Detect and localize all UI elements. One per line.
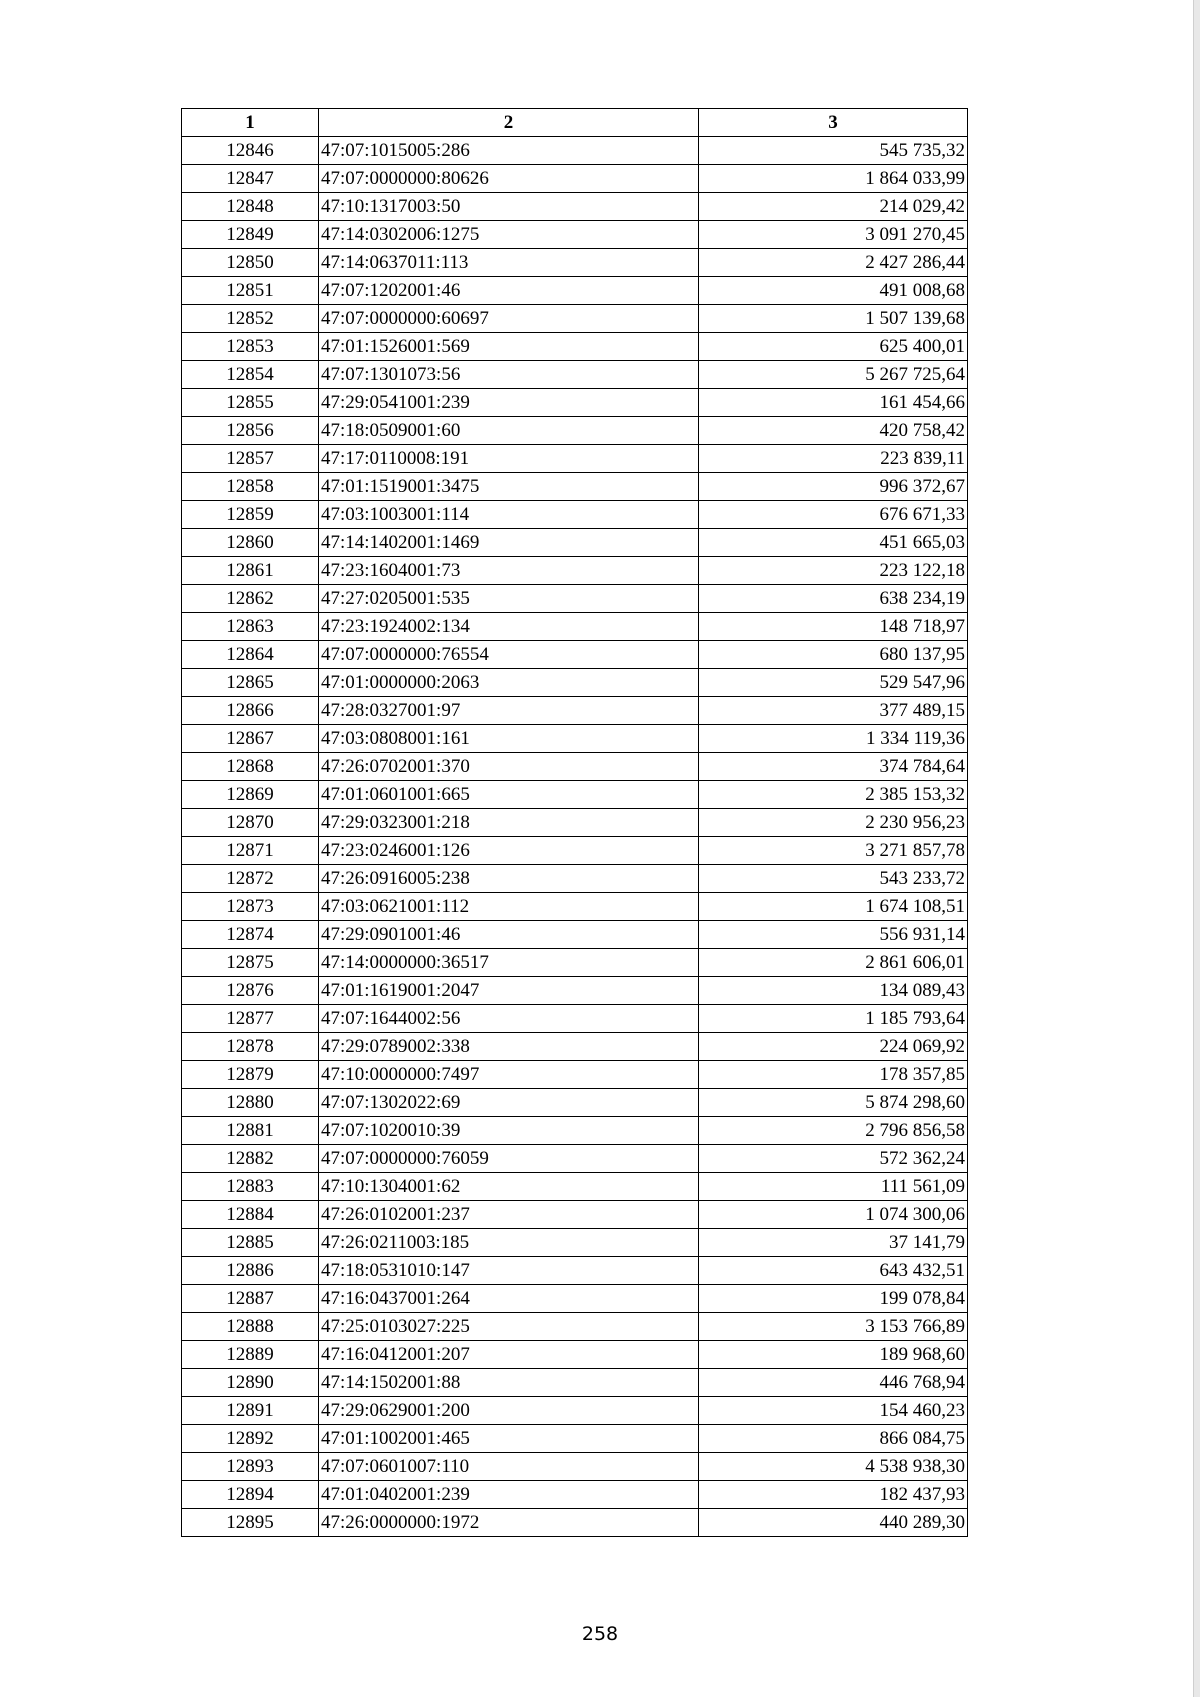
row-number-cell: 12863 (182, 613, 319, 641)
value-cell: 676 671,33 (699, 501, 968, 529)
cadastral-number-cell: 47:03:0621001:112 (319, 893, 699, 921)
table-row (182, 1509, 968, 1537)
cadastral-number-cell: 47:07:0000000:60697 (319, 305, 699, 333)
table-row (182, 501, 968, 529)
cadastral-number-cell: 47:16:0412001:207 (319, 1341, 699, 1369)
value-cell: 680 137,95 (699, 641, 968, 669)
cadastral-number-cell: 47:01:1526001:569 (319, 333, 699, 361)
table-row (182, 1425, 968, 1453)
row-number-cell: 12855 (182, 389, 319, 417)
table-row (182, 1117, 968, 1145)
row-number-cell: 12848 (182, 193, 319, 221)
table-row (182, 277, 968, 305)
table-row (182, 445, 968, 473)
value-cell: 224 069,92 (699, 1033, 968, 1061)
table-row (182, 137, 968, 165)
value-cell: 543 233,72 (699, 865, 968, 893)
row-number-cell: 12873 (182, 893, 319, 921)
value-cell: 223 122,18 (699, 557, 968, 585)
table-row (182, 1285, 968, 1313)
cadastral-number-cell: 47:26:0702001:370 (319, 753, 699, 781)
value-cell: 529 547,96 (699, 669, 968, 697)
table-row (182, 1229, 968, 1257)
table-row (182, 557, 968, 585)
table-row (182, 977, 968, 1005)
value-cell: 377 489,15 (699, 697, 968, 725)
table-row (182, 641, 968, 669)
table-row (182, 1313, 968, 1341)
value-cell: 37 141,79 (699, 1229, 968, 1257)
value-cell: 1 674 108,51 (699, 893, 968, 921)
table-row (182, 473, 968, 501)
row-number-cell: 12859 (182, 501, 319, 529)
cadastral-number-cell: 47:03:1003001:114 (319, 501, 699, 529)
row-number-cell: 12878 (182, 1033, 319, 1061)
cadastral-number-cell: 47:26:0916005:238 (319, 865, 699, 893)
table-row (182, 865, 968, 893)
cadastral-number-cell: 47:23:1924002:134 (319, 613, 699, 641)
table-row (182, 613, 968, 641)
value-cell: 572 362,24 (699, 1145, 968, 1173)
row-number-cell: 12850 (182, 249, 319, 277)
table-row (182, 753, 968, 781)
table-row (182, 389, 968, 417)
row-number-cell: 12847 (182, 165, 319, 193)
cadastral-number-cell: 47:14:1502001:88 (319, 1369, 699, 1397)
cadastral-number-cell: 47:28:0327001:97 (319, 697, 699, 725)
row-number-cell: 12846 (182, 137, 319, 165)
table-row (182, 781, 968, 809)
table-row (182, 221, 968, 249)
row-number-cell: 12893 (182, 1453, 319, 1481)
row-number-cell: 12877 (182, 1005, 319, 1033)
value-cell: 1 074 300,06 (699, 1201, 968, 1229)
row-number-cell: 12880 (182, 1089, 319, 1117)
table-row (182, 1201, 968, 1229)
cadastral-number-cell: 47:18:0531010:147 (319, 1257, 699, 1285)
value-cell: 3 153 766,89 (699, 1313, 968, 1341)
value-cell: 199 078,84 (699, 1285, 968, 1313)
row-number-cell: 12885 (182, 1229, 319, 1257)
cadastral-number-cell: 47:10:0000000:7497 (319, 1061, 699, 1089)
row-number-cell: 12866 (182, 697, 319, 725)
value-cell: 1 507 139,68 (699, 305, 968, 333)
row-number-cell: 12869 (182, 781, 319, 809)
table-row (182, 529, 968, 557)
table-row (182, 1257, 968, 1285)
value-cell: 4 538 938,30 (699, 1453, 968, 1481)
table-row (182, 1005, 968, 1033)
cadastral-number-cell: 47:07:1202001:46 (319, 277, 699, 305)
cadastral-number-cell: 47:27:0205001:535 (319, 585, 699, 613)
row-number-cell: 12857 (182, 445, 319, 473)
table-row (182, 417, 968, 445)
table-row (182, 1033, 968, 1061)
cadastral-number-cell: 47:23:0246001:126 (319, 837, 699, 865)
row-number-cell: 12887 (182, 1285, 319, 1313)
value-cell: 451 665,03 (699, 529, 968, 557)
value-cell: 420 758,42 (699, 417, 968, 445)
cadastral-number-cell: 47:10:1317003:50 (319, 193, 699, 221)
row-number-cell: 12886 (182, 1257, 319, 1285)
cadastral-number-cell: 47:29:0901001:46 (319, 921, 699, 949)
table-row (182, 949, 968, 977)
table-body (182, 137, 968, 1537)
table-row (182, 1453, 968, 1481)
row-number-cell: 12868 (182, 753, 319, 781)
row-number-cell: 12849 (182, 221, 319, 249)
cadastral-number-cell: 47:03:0808001:161 (319, 725, 699, 753)
value-cell: 374 784,64 (699, 753, 968, 781)
table-row (182, 1341, 968, 1369)
value-cell: 866 084,75 (699, 1425, 968, 1453)
value-cell: 545 735,32 (699, 137, 968, 165)
cadastral-number-cell: 47:14:0637011:113 (319, 249, 699, 277)
value-cell: 643 432,51 (699, 1257, 968, 1285)
page-edge (1193, 0, 1200, 1697)
value-cell: 625 400,01 (699, 333, 968, 361)
cadastral-number-cell: 47:25:0103027:225 (319, 1313, 699, 1341)
row-number-cell: 12858 (182, 473, 319, 501)
row-number-cell: 12865 (182, 669, 319, 697)
cadastral-number-cell: 47:16:0437001:264 (319, 1285, 699, 1313)
row-number-cell: 12884 (182, 1201, 319, 1229)
row-number-cell: 12860 (182, 529, 319, 557)
row-number-cell: 12888 (182, 1313, 319, 1341)
row-number-cell: 12879 (182, 1061, 319, 1089)
row-number-cell: 12871 (182, 837, 319, 865)
row-number-cell: 12872 (182, 865, 319, 893)
data-table (181, 108, 968, 1537)
row-number-cell: 12874 (182, 921, 319, 949)
table-row (182, 1369, 968, 1397)
table-row (182, 193, 968, 221)
cadastral-number-cell: 47:14:1402001:1469 (319, 529, 699, 557)
row-number-cell: 12875 (182, 949, 319, 977)
table-row (182, 1481, 968, 1509)
cadastral-number-cell: 47:01:1002001:465 (319, 1425, 699, 1453)
cadastral-number-cell: 47:26:0000000:1972 (319, 1509, 699, 1537)
value-cell: 214 029,42 (699, 193, 968, 221)
cadastral-number-cell: 47:07:0000000:76554 (319, 641, 699, 669)
value-cell: 2 427 286,44 (699, 249, 968, 277)
value-cell: 182 437,93 (699, 1481, 968, 1509)
value-cell: 2 385 153,32 (699, 781, 968, 809)
row-number-cell: 12894 (182, 1481, 319, 1509)
row-number-cell: 12892 (182, 1425, 319, 1453)
table-row (182, 1089, 968, 1117)
value-cell: 556 931,14 (699, 921, 968, 949)
cadastral-number-cell: 47:07:0000000:76059 (319, 1145, 699, 1173)
cadastral-number-cell: 47:18:0509001:60 (319, 417, 699, 445)
table-row (182, 249, 968, 277)
row-number-cell: 12870 (182, 809, 319, 837)
row-number-cell: 12862 (182, 585, 319, 613)
row-number-cell: 12889 (182, 1341, 319, 1369)
row-number-cell: 12852 (182, 305, 319, 333)
table-row (182, 585, 968, 613)
table-row (182, 1397, 968, 1425)
table-row (182, 333, 968, 361)
value-cell: 440 289,30 (699, 1509, 968, 1537)
table-row (182, 361, 968, 389)
table-header-row (182, 109, 968, 137)
cadastral-number-cell: 47:26:0211003:185 (319, 1229, 699, 1257)
cadastral-number-cell: 47:14:0302006:1275 (319, 221, 699, 249)
value-cell: 178 357,85 (699, 1061, 968, 1089)
row-number-cell: 12881 (182, 1117, 319, 1145)
cadastral-number-cell: 47:07:1302022:69 (319, 1089, 699, 1117)
column-header-3: 3 (699, 109, 968, 137)
value-cell: 491 008,68 (699, 277, 968, 305)
value-cell: 638 234,19 (699, 585, 968, 613)
row-number-cell: 12895 (182, 1509, 319, 1537)
table-row (182, 165, 968, 193)
value-cell: 3 271 857,78 (699, 837, 968, 865)
cadastral-number-cell: 47:01:1619001:2047 (319, 977, 699, 1005)
value-cell: 2 230 956,23 (699, 809, 968, 837)
cadastral-number-cell: 47:01:0601001:665 (319, 781, 699, 809)
value-cell: 5 874 298,60 (699, 1089, 968, 1117)
table-row (182, 725, 968, 753)
row-number-cell: 12851 (182, 277, 319, 305)
row-number-cell: 12890 (182, 1369, 319, 1397)
row-number-cell: 12882 (182, 1145, 319, 1173)
value-cell: 996 372,67 (699, 473, 968, 501)
value-cell: 223 839,11 (699, 445, 968, 473)
table-row (182, 1145, 968, 1173)
data-table-container (181, 108, 967, 1537)
cadastral-number-cell: 47:07:1015005:286 (319, 137, 699, 165)
table-row (182, 809, 968, 837)
value-cell: 111 561,09 (699, 1173, 968, 1201)
row-number-cell: 12854 (182, 361, 319, 389)
cadastral-number-cell: 47:07:1020010:39 (319, 1117, 699, 1145)
row-number-cell: 12853 (182, 333, 319, 361)
value-cell: 5 267 725,64 (699, 361, 968, 389)
table-row (182, 697, 968, 725)
value-cell: 3 091 270,45 (699, 221, 968, 249)
row-number-cell: 12864 (182, 641, 319, 669)
column-header-1: 1 (182, 109, 319, 137)
cadastral-number-cell: 47:17:0110008:191 (319, 445, 699, 473)
row-number-cell: 12891 (182, 1397, 319, 1425)
table-row (182, 305, 968, 333)
cadastral-number-cell: 47:01:1519001:3475 (319, 473, 699, 501)
value-cell: 1 334 119,36 (699, 725, 968, 753)
value-cell: 2 796 856,58 (699, 1117, 968, 1145)
row-number-cell: 12876 (182, 977, 319, 1005)
cadastral-number-cell: 47:14:0000000:36517 (319, 949, 699, 977)
table-row (182, 1173, 968, 1201)
table-row (182, 837, 968, 865)
value-cell: 446 768,94 (699, 1369, 968, 1397)
cadastral-number-cell: 47:23:1604001:73 (319, 557, 699, 585)
cadastral-number-cell: 47:07:0601007:110 (319, 1453, 699, 1481)
column-header-2: 2 (319, 109, 699, 137)
page-number: 258 (581, 1623, 619, 1645)
cadastral-number-cell: 47:29:0629001:200 (319, 1397, 699, 1425)
value-cell: 189 968,60 (699, 1341, 968, 1369)
table-row (182, 669, 968, 697)
value-cell: 1 864 033,99 (699, 165, 968, 193)
table-row (182, 893, 968, 921)
value-cell: 2 861 606,01 (699, 949, 968, 977)
value-cell: 1 185 793,64 (699, 1005, 968, 1033)
cadastral-number-cell: 47:10:1304001:62 (319, 1173, 699, 1201)
row-number-cell: 12867 (182, 725, 319, 753)
cadastral-number-cell: 47:26:0102001:237 (319, 1201, 699, 1229)
cadastral-number-cell: 47:01:0402001:239 (319, 1481, 699, 1509)
value-cell: 148 718,97 (699, 613, 968, 641)
row-number-cell: 12861 (182, 557, 319, 585)
cadastral-number-cell: 47:01:0000000:2063 (319, 669, 699, 697)
table-row (182, 1061, 968, 1089)
cadastral-number-cell: 47:07:1644002:56 (319, 1005, 699, 1033)
cadastral-number-cell: 47:29:0789002:338 (319, 1033, 699, 1061)
value-cell: 161 454,66 (699, 389, 968, 417)
value-cell: 154 460,23 (699, 1397, 968, 1425)
cadastral-number-cell: 47:29:0541001:239 (319, 389, 699, 417)
cadastral-number-cell: 47:07:0000000:80626 (319, 165, 699, 193)
row-number-cell: 12856 (182, 417, 319, 445)
cadastral-number-cell: 47:29:0323001:218 (319, 809, 699, 837)
table-row (182, 921, 968, 949)
row-number-cell: 12883 (182, 1173, 319, 1201)
cadastral-number-cell: 47:07:1301073:56 (319, 361, 699, 389)
value-cell: 134 089,43 (699, 977, 968, 1005)
